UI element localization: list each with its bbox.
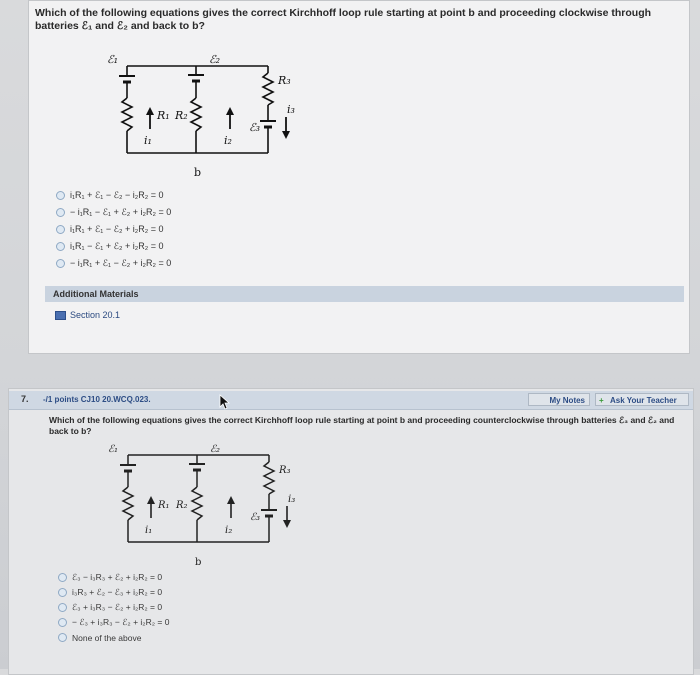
i3-label: i₃ xyxy=(287,103,295,116)
question-header xyxy=(9,391,693,410)
i1-label: i₁ xyxy=(145,525,153,536)
choice-3[interactable]: i₁R₁ + ℰ₁ − ℰ₂ + i₂R₂ = 0 xyxy=(56,221,171,238)
question-number: 7. xyxy=(21,394,29,404)
e1-label: ℰ₁ xyxy=(107,53,119,66)
choice-1[interactable]: ℰ₃ − i₃R₃ + ℰ₂ + i₂R₂ = 0 xyxy=(58,570,169,585)
ask-teacher-button[interactable]: + Ask Your Teacher xyxy=(595,393,689,406)
choice-2[interactable]: − i₁R₁ − ℰ₁ + ℰ₂ + i₂R₂ = 0 xyxy=(56,204,171,221)
mouse-cursor-icon xyxy=(219,394,231,410)
answer-choices xyxy=(56,187,171,272)
i3-label: i₃ xyxy=(288,494,296,505)
choice-5[interactable]: − i₁R₁ + ℰ₁ − ℰ₂ + i₂R₂ = 0 xyxy=(56,255,171,272)
radio-button[interactable] xyxy=(58,588,67,597)
answer-choices-2 xyxy=(58,570,169,645)
choice-4[interactable]: − ℰ₃ + i₃R₃ − ℰ₂ + i₂R₂ = 0 xyxy=(58,615,169,630)
choice-2[interactable]: i₃R₃ + ℰ₂ − ℰ₃ + i₂R₂ = 0 xyxy=(58,585,169,600)
e3-label: ℰ₃ xyxy=(250,512,261,523)
circuit-diagram-2 xyxy=(104,432,304,567)
i2-label: i₂ xyxy=(225,525,233,536)
r3-label: R₃ xyxy=(278,74,291,87)
choice-5[interactable]: None of the above xyxy=(58,630,169,645)
question-meta[interactable]: -/1 points CJ10 20.WCQ.023. xyxy=(43,395,151,404)
radio-button[interactable] xyxy=(56,259,65,268)
e1-label: ℰ₁ xyxy=(108,444,119,455)
r1-label: R₁ xyxy=(157,109,170,122)
circuit-diagram xyxy=(103,43,303,178)
question-prompt: Which of the following equations gives the correct Kirchhoff loop rule starting at point b and proceeding counterclockwise through batteries ℰ₃ and ℰ₂ and back to b? xyxy=(49,415,675,436)
r1-label: R₁ xyxy=(158,500,170,511)
radio-button[interactable] xyxy=(56,242,65,251)
radio-button[interactable] xyxy=(58,618,67,627)
i1-label: i₁ xyxy=(144,134,152,147)
radio-button[interactable] xyxy=(58,633,67,642)
question-card-1 xyxy=(28,0,690,354)
radio-button[interactable] xyxy=(58,603,67,612)
question-prompt: Which of the following equations gives the correct Kirchhoff loop rule starting at point b and proceeding clockwise through batteries ℰ₁ and ℰ₂ and back to b? xyxy=(35,7,652,32)
e2-label: ℰ₂ xyxy=(210,444,221,455)
e3-label: ℰ₃ xyxy=(249,121,261,134)
choice-1[interactable]: i₁R₁ + ℰ₁ − ℰ₂ − i₂R₂ = 0 xyxy=(56,187,171,204)
radio-button[interactable] xyxy=(56,191,65,200)
point-b-label: b xyxy=(194,166,202,178)
radio-button[interactable] xyxy=(56,208,65,217)
additional-materials-header: Additional Materials xyxy=(45,286,684,302)
book-icon xyxy=(55,311,66,320)
r2-label: R₂ xyxy=(176,500,188,511)
i2-label: i₂ xyxy=(224,134,232,147)
my-notes-button[interactable]: My Notes xyxy=(528,393,590,406)
radio-button[interactable] xyxy=(56,225,65,234)
r3-label: R₃ xyxy=(279,465,291,476)
radio-button[interactable] xyxy=(58,573,67,582)
r2-label: R₂ xyxy=(175,109,188,122)
section-link[interactable]: Section 20.1 xyxy=(55,310,120,320)
e2-label: ℰ₂ xyxy=(209,53,221,66)
choice-4[interactable]: i₁R₁ − ℰ₁ + ℰ₂ + i₂R₂ = 0 xyxy=(56,238,171,255)
choice-3[interactable]: ℰ₃ + i₃R₃ − ℰ₂ + i₂R₂ = 0 xyxy=(58,600,169,615)
point-b-label: b xyxy=(195,557,202,567)
